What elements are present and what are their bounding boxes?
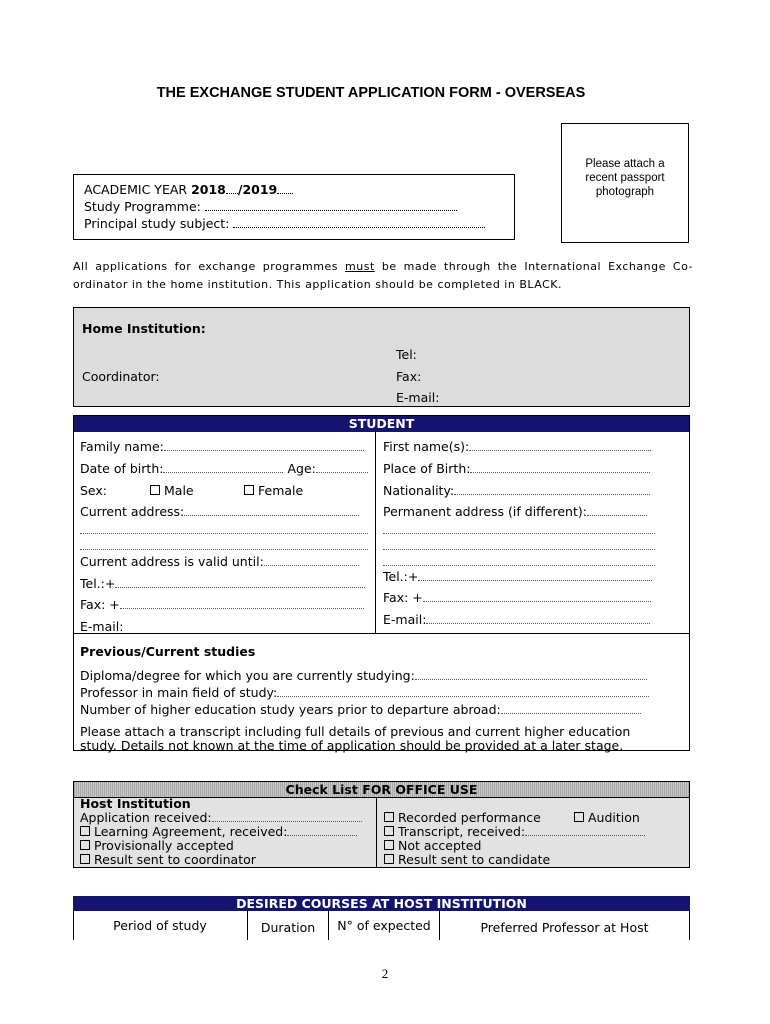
transcript-row[interactable]: [384, 825, 645, 839]
result-coord-checkbox[interactable]: [80, 854, 90, 864]
checklist-bar: Check List FOR OFFICE USE: [74, 782, 689, 798]
col-duration: Duration: [260, 920, 316, 935]
col-professor: Preferred Professor at Host: [480, 920, 649, 935]
permanent-address-line-2[interactable]: [383, 522, 655, 537]
audition-row[interactable]: [574, 811, 640, 825]
sex-label: Sex:: [80, 483, 108, 498]
photo-text-2: recent passport: [585, 172, 665, 184]
col-period: Period of study: [113, 918, 207, 933]
col-expected: N° of expected: [337, 918, 431, 933]
student-bar: STUDENT: [74, 416, 689, 432]
column-divider: [375, 432, 376, 633]
coordinator-label: Coordinator:: [82, 369, 160, 384]
application-received-row[interactable]: [80, 811, 362, 825]
dob-row[interactable]: [80, 461, 368, 476]
academic-year-sep: /: [237, 182, 243, 197]
desired-courses: [73, 896, 690, 940]
email2-row[interactable]: [383, 612, 650, 627]
result-cand-row[interactable]: [384, 853, 550, 867]
home-institution-heading: Home Institution:: [82, 321, 206, 336]
tel2-row[interactable]: [383, 569, 652, 584]
provisional-row[interactable]: [80, 839, 234, 853]
email-label: E-mail:: [80, 619, 124, 634]
learning-agreement-label: Learning Agreement, received:: [94, 824, 288, 839]
home-email-label: E-mail:: [396, 390, 440, 405]
home-tel-label: Tel:: [396, 347, 417, 362]
audition-checkbox[interactable]: [574, 812, 584, 822]
learning-agreement-row[interactable]: [80, 825, 357, 839]
tel-label: Tel.:+: [80, 576, 116, 591]
male-checkbox[interactable]: [150, 485, 160, 495]
current-address-row[interactable]: [80, 504, 359, 519]
transcript-note-2: study. Details not known at the time of application should be provided at a later stage.: [80, 738, 624, 753]
permanent-address-line-3[interactable]: [383, 538, 655, 553]
audition-label: Audition: [588, 810, 640, 825]
transcript-note-1: Please attach a transcript including full details of previous and current higher education: [80, 724, 631, 739]
academic-year-label: ACADEMIC YEAR: [84, 182, 192, 197]
family-name-row[interactable]: [80, 439, 364, 454]
principal-subject-field[interactable]: [233, 217, 485, 228]
professor-row[interactable]: [80, 685, 649, 700]
fax2-row[interactable]: [383, 590, 651, 605]
dob-label: Date of birth:: [80, 461, 164, 476]
professor-label: Professor in main field of study:: [80, 685, 278, 700]
photo-text-3: photograph: [595, 186, 655, 198]
fax-row[interactable]: [80, 597, 364, 612]
recorded-label: Recorded performance: [398, 810, 541, 825]
nationality-label: Nationality:: [383, 483, 455, 498]
female-option[interactable]: [244, 483, 303, 498]
email2-label: E-mail:: [383, 612, 427, 627]
permanent-address-row[interactable]: [383, 504, 647, 519]
valid-until-row[interactable]: [80, 554, 359, 569]
academic-year-end: 2019: [242, 182, 278, 197]
female-checkbox[interactable]: [244, 485, 254, 495]
transcript-checkbox[interactable]: [384, 826, 394, 836]
diploma-row[interactable]: [80, 668, 647, 683]
tel2-label: Tel.:+: [383, 569, 419, 584]
first-names-row[interactable]: [383, 439, 651, 454]
valid-until-label: Current address is valid until:: [80, 554, 264, 569]
host-institution-label: Host Institution: [80, 796, 191, 811]
form-title: THE EXCHANGE STUDENT APPLICATION FORM - OVERSEAS: [156, 85, 586, 101]
instructions: [73, 258, 693, 293]
age-label: Age:: [287, 461, 316, 476]
academic-year-start: 2018: [191, 182, 226, 197]
academic-year-box: [73, 174, 515, 240]
year-end-fill[interactable]: [277, 183, 293, 194]
fax2-label: Fax: +: [383, 590, 423, 605]
email-row[interactable]: [80, 619, 123, 634]
current-address-line-2[interactable]: [80, 522, 368, 537]
notice-text-1: All applications for exchange programmes: [73, 260, 346, 273]
year-start-fill[interactable]: [226, 183, 238, 194]
photo-box[interactable]: [561, 123, 689, 243]
place-of-birth-row[interactable]: [383, 461, 650, 476]
sex-row: [80, 483, 107, 498]
transcript-label: Transcript, received:: [398, 824, 526, 839]
years-label: Number of higher education study years prior to departure abroad:: [80, 702, 501, 717]
office-checklist: [73, 781, 690, 868]
permanent-address-label: Permanent address (if different):: [383, 504, 587, 519]
page-number: 2: [381, 966, 389, 981]
result-cand-checkbox[interactable]: [384, 854, 394, 864]
family-name-label: Family name:: [80, 439, 164, 454]
not-accepted-label: Not accepted: [398, 838, 482, 853]
female-label: Female: [258, 483, 304, 498]
years-row[interactable]: [80, 702, 641, 717]
study-programme-label: Study Programme:: [84, 199, 201, 214]
checklist-divider: [376, 797, 377, 867]
desired-bar: DESIRED COURSES AT HOST INSTITUTION: [73, 896, 690, 911]
recorded-row[interactable]: [384, 811, 541, 825]
male-label: Male: [164, 483, 194, 498]
result-coord-row[interactable]: [80, 853, 256, 867]
current-address-label: Current address:: [80, 504, 185, 519]
learning-agreement-checkbox[interactable]: [80, 826, 90, 836]
male-option[interactable]: [150, 483, 194, 498]
home-fax-label: Fax:: [396, 369, 422, 384]
first-names-label: First name(s):: [383, 439, 470, 454]
home-institution-box: [73, 307, 690, 407]
principal-subject-label: Principal study subject:: [84, 216, 230, 231]
study-programme-field[interactable]: [205, 200, 457, 211]
application-received-label: Application received:: [80, 810, 212, 825]
photo-text-1: Please attach a: [585, 158, 665, 170]
diploma-label: Diploma/degree for which you are currently studying:: [80, 668, 415, 683]
tel-row[interactable]: [80, 576, 365, 591]
permanent-address-line-4[interactable]: [383, 554, 655, 569]
studies-heading: Previous/Current studies: [80, 644, 256, 659]
result-cand-label: Result sent to candidate: [398, 852, 551, 867]
notice-must: must: [345, 260, 375, 273]
provisional-label: Provisionally accepted: [94, 838, 234, 853]
row-divider: [74, 633, 689, 634]
place-of-birth-label: Place of Birth:: [383, 461, 471, 476]
notice-text-2: be made through the International Exchange Co-ordinator in the home institution. This application should be completed in BLACK.: [73, 260, 693, 291]
current-address-line-3[interactable]: [80, 538, 368, 553]
fax-label: Fax: +: [80, 597, 120, 612]
not-accepted-checkbox[interactable]: [384, 840, 394, 850]
student-section: [73, 415, 690, 751]
result-coord-label: Result sent to coordinator: [94, 852, 256, 867]
recorded-checkbox[interactable]: [384, 812, 394, 822]
not-accepted-row[interactable]: [384, 839, 481, 853]
provisional-checkbox[interactable]: [80, 840, 90, 850]
nationality-row[interactable]: [383, 483, 650, 498]
